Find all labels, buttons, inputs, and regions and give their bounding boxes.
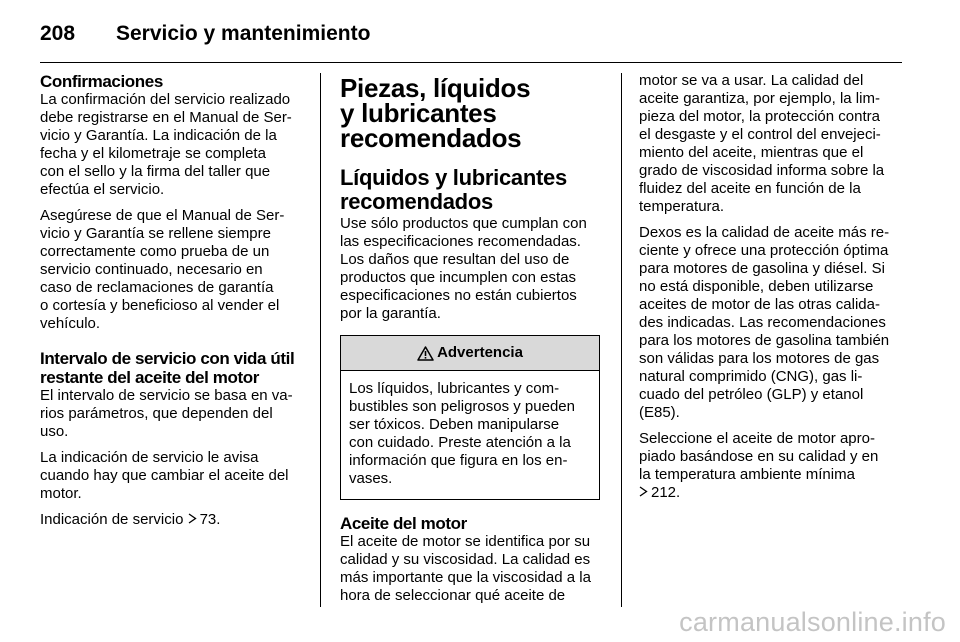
text-line: Indicación de servicio: [40, 511, 184, 528]
text-line: para motores de gasolina y diésel. Si: [639, 260, 885, 277]
watermark: carmanualsonline.info: [679, 607, 946, 637]
text-line: especificaciones no están cubiertos: [340, 287, 577, 304]
paragraph: [40, 511, 310, 529]
text-line: con cuidado. Preste atención a la: [349, 434, 571, 451]
column-left: [40, 72, 310, 529]
paragraph: [40, 387, 310, 441]
header-rule: [40, 62, 902, 63]
paragraph: [40, 207, 310, 333]
section-title: Servicio y mantenimiento: [116, 22, 371, 45]
text-line: aceite garantiza, por ejemplo, la lim-: [639, 90, 880, 107]
paragraph: [340, 215, 608, 323]
title-line: y lubricantes: [340, 98, 497, 128]
text-line: piado basándose en su calidad y en: [639, 448, 879, 465]
section-heading: [340, 166, 608, 214]
text-line: uso.: [40, 423, 69, 440]
page-header: [40, 14, 902, 54]
text-line: cuado del petróleo (GLP) y etanol: [639, 386, 864, 403]
text-line: natural comprimido (CNG), gas li-: [639, 368, 863, 385]
warning-title: Advertencia: [437, 344, 523, 361]
text-line: temperatura.: [639, 198, 725, 215]
text-line: el desgaste y el control del envejeci-: [639, 126, 881, 143]
text-line: caso de reclamaciones de garantía: [40, 279, 274, 296]
paragraph: [340, 533, 608, 605]
page-reference-link[interactable]: 212.: [651, 484, 681, 501]
text-line: Seleccione el aceite de motor apro-: [639, 430, 875, 447]
text-line: ser tóxicos. Deben manipularse: [349, 416, 560, 433]
text-line: miento del aceite, mientras que el: [639, 144, 864, 161]
text-line: son válidas para los motores de gas: [639, 350, 880, 367]
text-line: para los motores de gasolina también: [639, 332, 890, 349]
text-line: vicio y Garantía. La indicación de la: [40, 127, 277, 144]
text-line: la temperatura ambiente mínima: [639, 466, 855, 483]
text-line: aceites de motor de las otras calida-: [639, 296, 880, 313]
paragraph: [639, 224, 904, 422]
text-line: ciente y ofrece una protección óptima: [639, 242, 889, 259]
reference-arrow-icon: [188, 511, 197, 529]
text-line: efectúa el servicio.: [40, 181, 165, 198]
text-line: motor se va a usar. La calidad del: [639, 72, 864, 89]
page-number: 208: [40, 22, 76, 45]
text-line: calidad y su viscosidad. La calidad es: [340, 551, 591, 568]
text-line: servicio continuado, necesario en: [40, 261, 263, 278]
text-line: El intervalo de servicio se basa en va-: [40, 387, 293, 404]
text-line: La indicación de servicio le avisa: [40, 449, 259, 466]
page-reference-link[interactable]: 73.: [199, 511, 221, 528]
text-line: Los líquidos, lubricantes y com-: [349, 380, 560, 397]
reference-arrow-icon: [639, 484, 648, 502]
heading-aceite-motor: Aceite del motor: [340, 514, 467, 533]
text-line: Asegúrese de que el Manual de Ser-: [40, 207, 285, 224]
column-divider: [621, 73, 622, 607]
chapter-title: [340, 73, 608, 153]
text-line: vehículo.: [40, 315, 101, 332]
text-line: fecha y el kilometraje se completa: [40, 145, 266, 162]
column-divider: [320, 73, 321, 607]
text-line: productos que incumplen con estas: [340, 269, 576, 286]
text-line: bustibles son peligrosos y pueden: [349, 398, 575, 415]
text-line: cuando hay que cambiar el aceite del: [40, 467, 289, 484]
title-line: Piezas, líquidos: [340, 73, 531, 103]
text-line: grado de viscosidad informa sobre la: [639, 162, 885, 179]
text-line: rios parámetros, que dependen del: [40, 405, 273, 422]
text-line: motor.: [40, 485, 82, 502]
paragraph: [40, 91, 310, 199]
heading-line: recomendados: [340, 189, 493, 214]
text-line: La confirmación del servicio realizado: [40, 91, 291, 108]
text-line: vicio y Garantía se rellene siempre: [40, 225, 271, 242]
heading-intervalo-servicio: [40, 349, 310, 387]
text-line: [639, 484, 904, 502]
text-line: Use sólo productos que cumplan con: [340, 215, 587, 232]
text-line: fluidez del aceite en función de la: [639, 180, 861, 197]
warning-box: [340, 335, 600, 500]
paragraph: [40, 449, 310, 503]
text-line: Los daños que resultan del uso de: [340, 251, 570, 268]
warning-body: [341, 371, 599, 499]
text-line: por la garantía.: [340, 305, 441, 322]
text-line: correctamente como prueba de un: [40, 243, 270, 260]
text-line: debe registrarse en el Manual de Ser-: [40, 109, 292, 126]
text-line: las especificaciones recomendadas.: [340, 233, 581, 250]
text-line: información que figura en los en-: [349, 452, 568, 469]
title-line: recomendados: [340, 123, 522, 153]
warning-triangle-icon: [417, 346, 434, 361]
text-line: vases.: [349, 470, 393, 487]
paragraph: [639, 430, 904, 502]
text-line: con el sello y la firma del taller que: [40, 163, 271, 180]
text-line: pieza del motor, la protección contra: [639, 108, 880, 125]
heading-confirmaciones: Confirmaciones: [40, 72, 163, 91]
column-middle: [340, 72, 608, 605]
text-line: o cortesía y beneficioso al vender el: [40, 297, 280, 314]
heading-line: restante del aceite del motor: [40, 368, 259, 387]
text-line: Dexos es la calidad de aceite más re-: [639, 224, 890, 241]
warning-header: [341, 336, 599, 371]
text-line: des indicadas. Las recomendaciones: [639, 314, 886, 331]
text-line: no está disponible, deben utilizarse: [639, 278, 874, 295]
column-right: [639, 72, 904, 502]
text-line: hora de seleccionar qué aceite de: [340, 587, 566, 604]
text-line: más importante que la viscosidad a la: [340, 569, 591, 586]
paragraph: [639, 72, 904, 216]
text-line: El aceite de motor se identifica por su: [340, 533, 591, 550]
heading-line: Intervalo de servicio con vida útil: [40, 349, 295, 368]
text-line: (E85).: [639, 404, 680, 421]
heading-line: Líquidos y lubricantes: [340, 165, 567, 190]
